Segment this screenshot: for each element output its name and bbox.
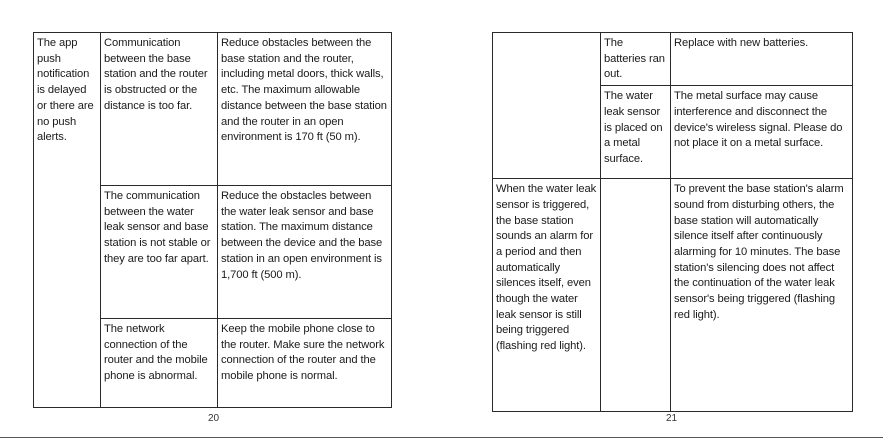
solution-cell: Reduce the obstacles between the water leak sensor and base station. The maximum distance between the device and the base station in an open environment is 1,700 ft (500 m). xyxy=(218,186,392,319)
cause-cell: The batteries ran out. xyxy=(601,33,671,86)
problem-cell-continued xyxy=(493,33,601,179)
cause-cell: The network connection of the router and the mobile phone is abnormal. xyxy=(101,319,218,408)
table-row xyxy=(493,179,853,412)
cause-cell: The water leak sensor is placed on a metal surface. xyxy=(601,86,671,179)
bottom-divider xyxy=(0,437,883,438)
page-number: 21 xyxy=(666,413,678,424)
cause-cell: The communication between the water leak sensor and base station is not stable or they are too far apart. xyxy=(101,186,218,319)
problem-cell: When the water leak sensor is triggered, the base station sounds an alarm for a period and then automatically silences itself, even though the water leak sensor is still being triggered (flashing red light). xyxy=(493,179,601,412)
left-page xyxy=(0,0,441,442)
table-row xyxy=(493,33,853,86)
troubleshooting-table-right xyxy=(492,32,853,412)
solution-cell: To prevent the base station's alarm sound from disturbing others, the base station will automatically silence itself after continuously alarming for 10 minutes. The base station's silencing does not affect the continuation of the water leak sensor's being triggered (flashing red light). xyxy=(671,179,853,412)
page-number: 20 xyxy=(208,413,220,424)
solution-cell: Keep the mobile phone close to the router. Make sure the network connection of the router and the mobile phone is normal. xyxy=(218,319,392,408)
troubleshooting-table-left xyxy=(33,32,392,408)
cause-cell-empty xyxy=(601,179,671,412)
right-page xyxy=(441,0,883,442)
solution-cell: Reduce obstacles between the base station and the router, including metal doors, thick walls, etc. The maximum allowable distance between the base station and the router in an open environment is 170 ft (50 m). xyxy=(218,33,392,186)
table-row xyxy=(34,33,392,186)
solution-cell: Replace with new batteries. xyxy=(671,33,853,86)
cause-cell: Communication between the base station and the router is obstructed or the distance is too far. xyxy=(101,33,218,186)
solution-cell: The metal surface may cause interference and disconnect the device's wireless signal. Please do not place it on a metal surface. xyxy=(671,86,853,179)
problem-cell: The app push notification is delayed or there are no push alerts. xyxy=(34,33,101,408)
